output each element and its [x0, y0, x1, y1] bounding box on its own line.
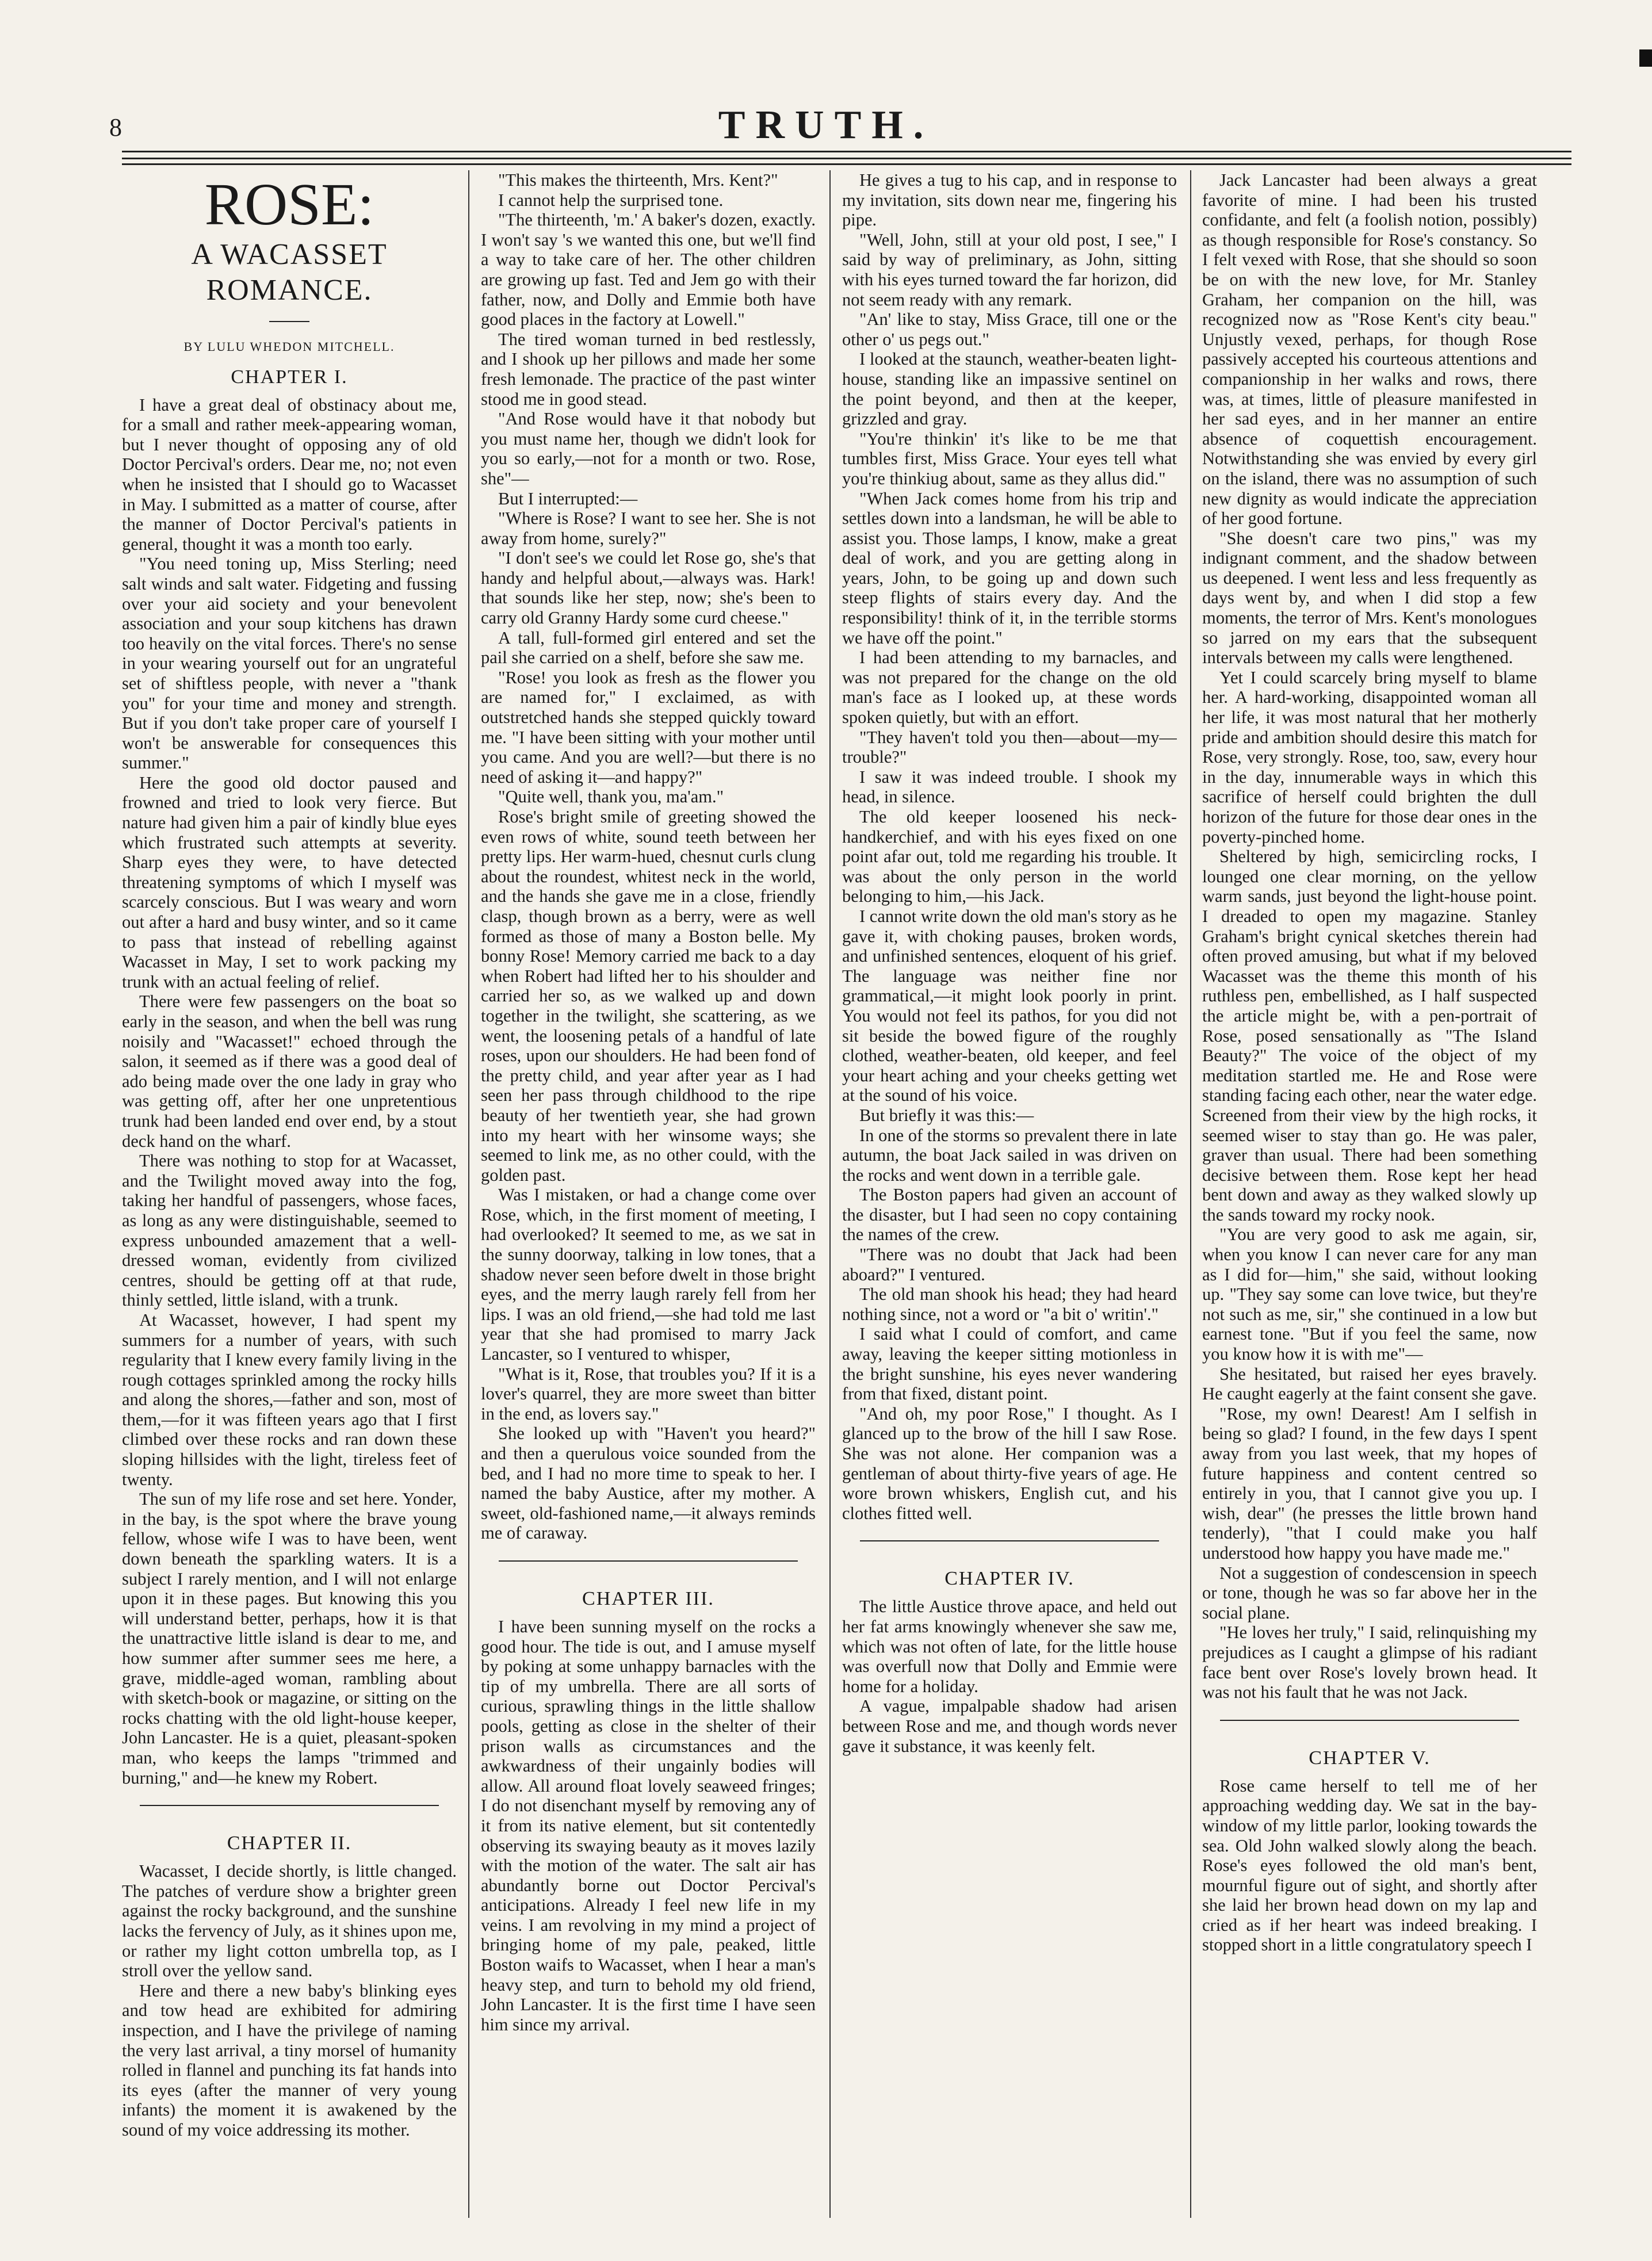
paragraph: "Rose, my own! Dearest! Am I selfish in being so glad? I found, in the few days I spent away from you last week, that my hopes of future happiness and content centred so entirely in you, that I cannot give you up. I wish, dear" (he presses the little brown hand tenderly), "that I could make you half understood how happy you have made me." — [1202, 1403, 1537, 1563]
story-subtitle: A WACASSET ROMANCE. — [191, 238, 388, 307]
paragraph: "And oh, my poor Rose," I thought. As I glanced up to the brow of the hill I saw Rose. She was not alone. Her companion was a gentleman of about thirty-five years of age. He wore brown whiskers, English cut, and his clothes fitted well. — [842, 1403, 1177, 1523]
paragraph: Here and there a new baby's blinking eyes and tow head are exhibited for admiring inspection, and I have the privilege of naming the very last arrival, a tiny morsel of humanity rolled in flannel and punching its fat hands into its eyes (after the manner of very young infants) the moment it is awakened by the sound of my voice addressing its mother. — [122, 1980, 457, 2140]
paragraph: "Well, John, still at your old post, I see," I said by way of preliminary, as John, sitting with his eyes turned toward the far horizon, did not seem ready with any remark. — [842, 229, 1177, 309]
paragraph: "He loves her truly," I said, relinquishing my prejudices as I caught a glimpse of his radiant face bent over Rose's lovely brown head. It was not his fault that he was not Jack. — [1202, 1623, 1537, 1703]
paragraph: "She doesn't care two pins," was my indignant comment, and the shadow between us deepened. I went less and less frequently as days went by, and when I did stop a few moments, the terror of Mrs. Kent's monologues so jarred on my ears that the subsequent intervals between my calls were lengthened. — [1202, 528, 1537, 668]
column-3 — [842, 170, 1177, 2218]
paragraph: The sun of my life rose and set here. Yonder, in the bay, is the spot where the brave young fellow, whose wife I was to have been, went down beneath the sparkling waters. It is a subject I rarely mention, and I will not enlarge upon it in these pages. But knowing this you will understand better, perhaps, how it is that the unattractive little island is dear to me, and how summer after summer sees me here, a grave, middle-aged woman, rambling about with sketch-book or magazine, or sitting on the rocks chatting with the old light-house keeper, John Lancaster. He is a quiet, pleasant-spoken man, who keeps the lamps "trimmed and burning," and—he knew my Robert. — [122, 1489, 457, 1788]
paragraph: Rose's bright smile of greeting showed the even rows of white, sound teeth between her pretty lips. Her warm-hued, chesnut curls clung about the roundest, whitest neck in the world, and the hands she gave me in a close, friendly clasp, though brown as a berry, were as well formed as those of many a Boston belle. My bonny Rose! Memory carried me back to a day when Robert had lifted her to his shoulder and carried her so, as we walked up and down together in the twilight, she scattering, as we went, the loosening petals of a handful of late roses, upon our shoulders. He had been fond of the pretty child, and year after year as I had seen her pass through childhood to the ripe beauty of her twentieth year, she had grown into my heart with her winsome ways; she seemed to link me, as no other could, with the golden past. — [481, 807, 816, 1185]
paragraph: Jack Lancaster had been always a great favorite of mine. I had been his trusted confidante, and felt (a foolish notion, possibly) as though responsible for Rose's constancy. So I felt vexed with Rose, that she should so soon be on with the new love, for Mr. Stanley Graham, her companion on the hill, was recognized now as "Rose Kent's city beau." Unjustly vexed, perhaps, for though Rose passively accepted his courteous attentions and companionship in her walks and rows, there was, at times, little of pleasure manifested in her sad eyes, and in her manner an entire absence of coquettish encouragement. Notwithstanding she was envied by every girl on the island, there was no assumption of such new dignity as would indicate the appreciation of her good fortune. — [1202, 170, 1537, 529]
paragraph: There were few passengers on the boat so early in the season, and when the bell was rung noisily and "Wacasset!" echoed through the salon, it seemed as if there was a good deal of ado being made over the one lady in gray who was getting off, after her one unpretentious trunk had been landed end over end, by a stout deck hand on the wharf. — [122, 992, 457, 1151]
paragraph: Yet I could scarcely bring myself to blame her. A hard-working, disappointed woman all her life, it was most natural that her motherly pride and ambition should desire this match for Rose, very strongly. Rose, too, saw, every hour in the day, innumerable ways in which this sacrifice of herself could brighten the dull horizon of the future for those dear ones in the poverty-pinched home. — [1202, 667, 1537, 847]
masthead: TRUTH. — [718, 103, 934, 147]
paragraph: The Boston papers had given an account of the disaster, but I had seen no copy containing the names of the crew. — [842, 1185, 1177, 1245]
scan-edge-mark — [1639, 49, 1652, 67]
chapter-rule — [1220, 1720, 1519, 1721]
paragraph: A vague, impalpable shadow had arisen between Rose and me, and though words never gave it substance, it was keenly felt. — [842, 1696, 1177, 1756]
chapter-rule — [860, 1540, 1159, 1541]
paragraph: She looked up with "Haven't you heard?" and then a querulous voice sounded from the bed, and I had no more time to speak to her. I named the baby Austice, after my mother. A sweet, old-fashioned name,—it always reminds me of caraway. — [481, 1424, 816, 1543]
paragraph: She hesitated, but raised her eyes bravely. He caught eagerly at the faint consent she gave. — [1202, 1364, 1537, 1404]
paragraph: A tall, full-formed girl entered and set the pail she carried on a shelf, before she saw me. — [481, 628, 816, 668]
paragraph: There was nothing to stop for at Wacasset, and the Twilight moved away into the fog, taking her handful of passengers, whose faces, as long as any were distinguishable, seemed to express unbounded amazement that a well-dressed woman, evidently from civilized centres, should be getting off at that rude, thinly settled, little island, with a trunk. — [122, 1151, 457, 1310]
paragraph: Rose came herself to tell me of her approaching wedding day. We sat in the bay-window of my little parlor, looking towards the sea. Old John walked slowly along the beach. Rose's eyes followed the old man's bent, mournful figure out of sight, and shortly after she laid her brown head down on my lap and cried as if her heart was indeed breaking. I stopped short in a little congratulatory speech I — [1202, 1776, 1537, 1955]
paragraph: "When Jack comes home from his trip and settles down into a landsman, he will be able to assist you. Those lamps, I know, make a great deal of work, and you are getting along in years, John, to be going up and down such steep flights of stairs every day. And the responsibility! think of it, in the terrible storms we have off the point." — [842, 488, 1177, 648]
paragraph: I cannot write down the old man's story as he gave it, with choking pauses, broken words, and unfinished sentences, eloquent of his grief. The language was neither fine nor grammatical,—it might look poorly in print. You would not feel its pathos, for you did not sit beside the bowed figure of the roughly clothed, weather-beaten, old keeper, and feel your heart aching and your cheeks getting wet at the sound of his voice. — [842, 906, 1177, 1105]
paragraph: "The thirteenth, 'm.' A baker's dozen, exactly. I won't say 's we wanted this one, but we'll find a way to take care of her. The other children are growing up fast. Ted and Jem go with their father, now, and Dolly and Emmie both have good places in the factory at Lowell." — [481, 210, 816, 330]
column-divider — [1190, 170, 1191, 2218]
paragraph: "They haven't told you then—about—my—trouble?" — [842, 727, 1177, 767]
header-rule — [122, 158, 1571, 159]
paragraph: "An' like to stay, Miss Grace, till one or the other o' us pegs out." — [842, 309, 1177, 349]
paragraph: I have been sunning myself on the rocks a good hour. The tide is out, and I amuse myself by poking at some unhappy barnacles with the tip of my umbrella. There are all sorts of curious, sprawling things in the little shallow pools, getting as close in the shelter of their prison walls as circumstances and the awkwardness of their ungainly bodies will allow. All around float lovely seaweed fringes; I do not disenchant myself by removing any of it from its native element, but sit contentedly observing its swaying beauty as it moves lazily with the motion of the water. The salt air has abundantly borne out Doctor Percival's anticipations. Already I feel new life in my veins. I am revolving in my mind a project of bringing home of my pale, peaked, little Boston waifs to Wacasset, when I hear a man's heavy step, and turn to behold my old friend, John Lancaster. It is the first time I have seen him since my arrival. — [481, 1616, 816, 2034]
chapter-heading: CHAPTER II. — [227, 1832, 352, 1854]
paragraph: "Rose! you look as fresh as the flower you are named for," I exclaimed, as with outstretched hands she stepped quickly toward me. "I have been sitting with your mother until you came. And you are well?—but there is no need of asking it—and happy?" — [481, 667, 816, 787]
byline: BY LULU WHEDON MITCHELL. — [183, 339, 395, 354]
chapter-rule — [140, 1805, 439, 1806]
paragraph: I have a great deal of obstinacy about me, for a small and rather meek-appearing woman, but I never thought of opposing any of old Doctor Percival's orders. Dear me, no; not even when he insisted that I should go to Wacasset in May. I submitted as a matter of course, after the manner of Doctor Percival's patients in general, thought it was a month too early. — [122, 395, 457, 554]
paragraph: But briefly it was this:— — [859, 1105, 1034, 1125]
column-2 — [481, 170, 816, 2218]
paragraph: "What is it, Rose, that troubles you? If it is a lover's quarrel, they are more sweet than bitter in the end, as lovers say." — [481, 1364, 816, 1424]
paragraph: Not a suggestion of condescension in speech or tone, though he was so far above her in the social plane. — [1202, 1563, 1537, 1623]
paragraph: "You are very good to ask me again, sir, when you know I can never care for any man as I did for—him," she said, without looking up. "They say some can love twice, but they're not such as me, sir," she continued in a low but earnest tone. "But if you feel the same, now you know how it is with me"— — [1202, 1225, 1537, 1364]
paragraph: I had been attending to my barnacles, and was not prepared for the change on the old man's face as I looked up, at these words spoken quietly, but with an effort. — [842, 648, 1177, 728]
paragraph: "There was no doubt that Jack had been aboard?" I ventured. — [842, 1245, 1177, 1284]
chapter-heading: CHAPTER III. — [582, 1587, 714, 1609]
paragraph: Was I mistaken, or had a change come over Rose, which, in the first moment of meeting, I had overlooked? It seemed to me, as we sat in the sunny doorway, talking in low tones, that a shadow never seen before dwelt in those bright eyes, and the merry laugh rarely fell from her lips. I was an old friend,—she had told me last year that she had promised to marry Jack Lancaster, so I ventured to whisper, — [481, 1185, 816, 1364]
header-rule — [122, 163, 1571, 165]
paragraph: I looked at the staunch, weather-beaten light-house, standing like an impassive sentinel on the point beyond, and then at the keeper, grizzled and gray. — [842, 349, 1177, 429]
paragraph: Here the good old doctor paused and frowned and tried to look very fierce. But nature had given him a pair of kindly blue eyes which frustrated such attempts at severity. Sharp eyes they were, to have detected threatening symptoms of which I myself was scarcely conscious. But I was weary and worn out after a hard and busy winter, and so it came to pass that instead of rebelling against Wacasset in May, I set to work packing my trunk with an actual feeling of relief. — [122, 772, 457, 992]
paragraph: I said what I could of comfort, and came away, leaving the keeper sitting motionless in the bright sunshine, his eyes never wandering from that fixed, distant point. — [842, 1324, 1177, 1404]
paragraph: He gives a tug to his cap, and in response to my invitation, sits down near me, fingering his pipe. — [842, 170, 1177, 230]
paragraph: In one of the storms so prevalent there in late autumn, the boat Jack sailed in was driven on the rocks and went down in a terrible gale. — [842, 1125, 1177, 1185]
paragraph: The tired woman turned in bed restlessly, and I shook up her pillows and made her some fresh lemonade. The practice of the past winter stood me in good stead. — [481, 329, 816, 409]
paragraph: "You're thinkin' it's like to be me that tumbles first, Miss Grace. Your eyes tell what you're thinkiug about, same as they allus did." — [842, 429, 1177, 488]
paragraph: But I interrupted:— — [498, 488, 638, 508]
column-divider — [829, 170, 831, 2218]
page-number: 8 — [109, 113, 122, 141]
paragraph: "Quite well, thank you, ma'am." — [498, 787, 724, 807]
paragraph: The old man shook his head; they had heard nothing since, not a word or "a bit o' writin'." — [842, 1284, 1177, 1324]
column-divider — [468, 170, 469, 2218]
chapter-heading: CHAPTER IV. — [944, 1568, 1074, 1590]
paragraph: "I don't see's we could let Rose go, she's that handy and helpful about,—always was. Hark! that sounds like her step, now; she's been to carry old Granny Hardy some curd cheese." — [481, 548, 816, 628]
chapter-heading: CHAPTER I. — [231, 366, 348, 388]
paragraph: "And Rose would have it that nobody but you must name her, though we didn't look for you so early,—not for a month or two. Rose, she"— — [481, 409, 816, 488]
column-4 — [1202, 170, 1537, 2218]
paragraph: The little Austice throve apace, and held out her fat arms knowingly whenever she saw me, which was not often of late, for the little house was overfull now that Dolly and Emmie were home for a holiday. — [842, 1597, 1177, 1696]
chapter-rule — [499, 1560, 798, 1562]
column-1 — [122, 170, 457, 2218]
paragraph: I cannot help the surprised tone. — [498, 190, 724, 210]
paragraph: Sheltered by high, semicircling rocks, I lounged one clear morning, on the yellow warm sands, just beyond the light-house point. I dreaded to open my magazine. Stanley Graham's bright cynical sketches therein had often proved amusing, but what if my beloved Wacasset was the theme this month of his ruthless pen, embellished, as I half suspected the article might be, with a pen-portrait of Rose, posed sensationally as "The Island Beauty?" The voice of the object of my meditation startled me. He and Rose were standing facing each other, near the water edge. Screened from their view by the high rocks, it seemed wiser to stay than go. He was paler, graver than usual. There had been something decisive between them. Rose kept her head bent down and away as they walked slowly up the sands toward my rocky nook. — [1202, 847, 1537, 1225]
paragraph: At Wacasset, however, I had spent my summers for a number of years, with such regularity that I knew every family living in the rough cottages sprinkled among the rocky hills and along the shores,—father and son, most of them,—for it was fifteen years ago that I first climbed over these rocks and ran down these sloping hillsides with the light, tireless feet of twenty. — [122, 1310, 457, 1489]
paragraph: The old keeper loosened his neck-handkerchief, and with his eyes fixed on one point afar out, told me regarding his trouble. It was about the only person in the world belonging to him,—his Jack. — [842, 807, 1177, 906]
paragraph: "Where is Rose? I want to see her. She is not away from home, surely?" — [481, 508, 816, 548]
header-rule — [122, 151, 1571, 152]
chapter-heading: CHAPTER V. — [1309, 1747, 1431, 1769]
paragraph: "This makes the thirteenth, Mrs. Kent?" — [498, 170, 778, 190]
story-title: ROSE: — [204, 171, 374, 238]
paragraph: I saw it was indeed trouble. I shook my head, in silence. — [842, 767, 1177, 807]
title-divider — [269, 321, 309, 322]
paragraph: Wacasset, I decide shortly, is little changed. The patches of verdure show a brighter green against the rocky background, and the sunshine lacks the fervency of July, as it shines upon me, or rather my light cotton umbrella top, as I stroll over the yellow sand. — [122, 1861, 457, 1981]
paragraph: "You need toning up, Miss Sterling; need salt winds and salt water. Fidgeting and fussing over your aid society and your benevolent association and your soup kitchens has drawn too heavily on the vital forces. There's no sense in your wearing yourself out for an ungrateful set of shiftless people, with never a "thank you" for your time and money and strength. But if you don't take proper care of yourself I won't be answerable for consequences this summer." — [122, 554, 457, 773]
